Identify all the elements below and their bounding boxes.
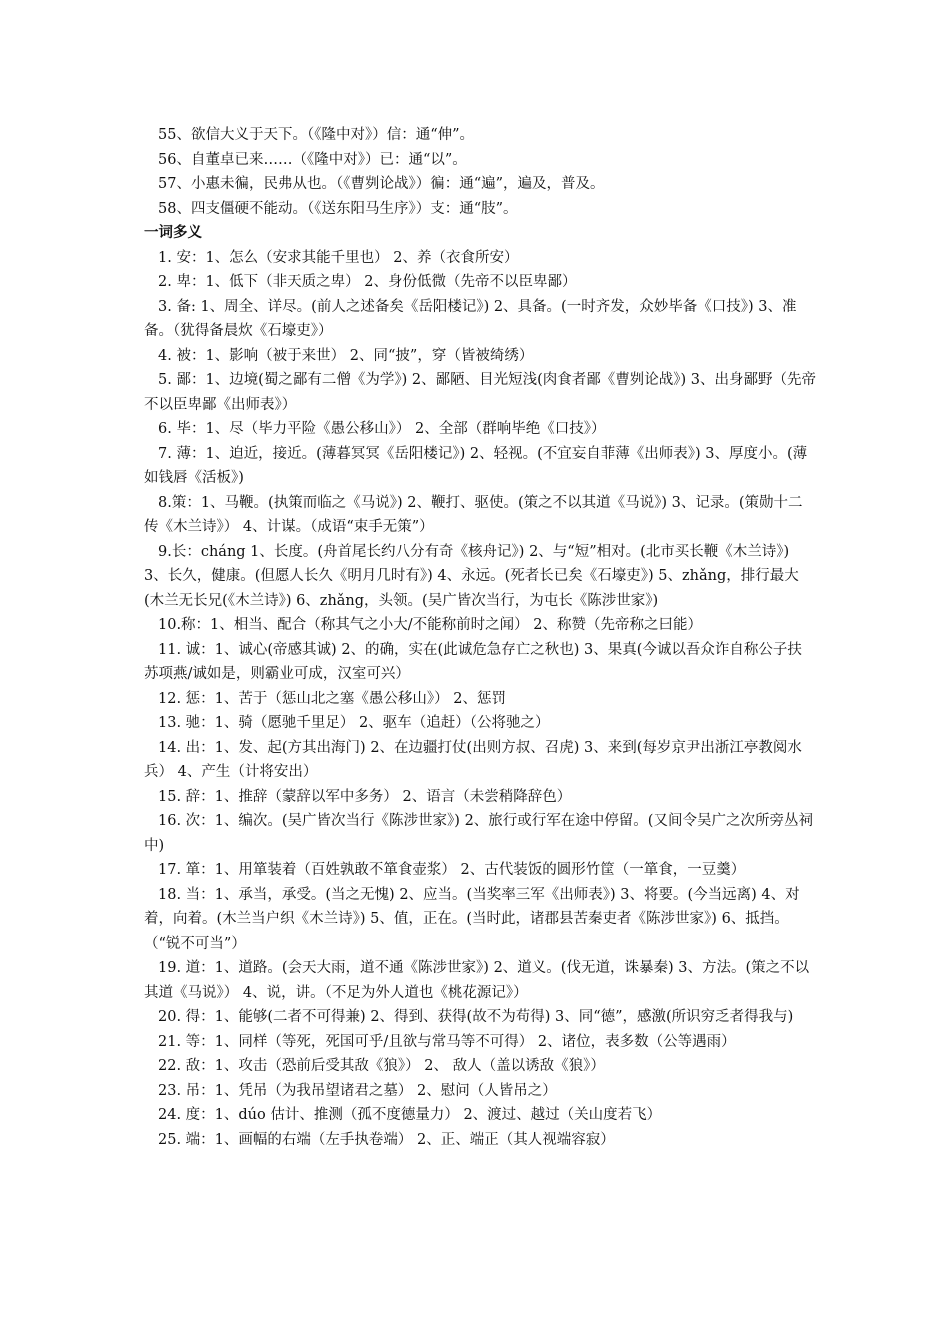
entry-24: 24. 度：1、dúo 估计、推测（孤不度德量力） 2、渡过、越过（关山度若飞） [158,1107,662,1123]
entry-13: 13. 驰：1、骑（愿驰千里足） 2、驱车（追赶）（公将驰之） [158,715,550,731]
section-heading: 一词多义 [144,224,202,241]
entry-1: 1. 安：1、怎么（安求其能千里也） 2、养（衣食所安） [158,249,519,266]
entry-14: 14. 出：1、发、起(方其出海门) 2、在边疆打仗(出则方叔、召虎) 3、来到(每岁京尹出浙江亭教阅水兵） 4、产生（计将安出） [144,739,802,780]
entry-8: 8.策：1、马鞭。(执策而临之《马说》) 2、鞭打、驱使。(策之不以其道《马说》) 3、记录。(策勋十二传《木兰诗》） 4、计谋。（成语“束手无策”） [144,494,803,535]
entry-2: 2. 卑：1、低下（非天质之卑） 2、身份低微（先帝不以臣卑鄙） [158,274,577,290]
entry-17: 17. 箪：1、用箪装着（百姓孰敢不箪食壶浆） 2、古代装饭的圆形竹筐（一箪食，一豆羹） [158,862,746,878]
document-body [144,123,816,1152]
entry-23: 23. 吊：1、凭吊（为我吊望诸君之墓） 2、慰问（人皆吊之） [158,1082,557,1099]
entry-16: 16. 次：1、编次。(吴广皆次当行《陈涉世家》) 2、旅行或行军在途中停留。(又间令吴广之次所旁丛祠中) [144,813,813,854]
entry-7: 7. 薄：1、迫近，接近。(薄暮冥冥《岳阳楼记》) 2、轻视。(不宜妄自菲薄《出师表》) 3、厚度小。(薄如钱唇《活板》) [144,445,808,486]
tongjia-item-55: 55、欲信大义于天下。（《隆中对》）信：通“伸”。 [158,127,475,143]
entry-5: 5. 鄙：1、边境(蜀之鄙有二僧《为学》) 2、鄙陋、目光短浅(肉食者鄙《曹刿论战》) 3、出身鄙野（先帝不以臣卑鄙《出师表》） [144,372,816,413]
entry-4: 4. 被：1、影响（被于来世） 2、同“披”，穿（皆被绮绣） [158,347,534,364]
entry-21: 21. 等：1、同样（等死，死国可乎/且欲与常马等不可得） 2、诸位，表多数（公等遇雨） [158,1033,736,1050]
entry-9: 9.长：cháng 1、长度。(舟首尾长约八分有奇《核舟记》) 2、与“短”相对。(北市买长鞭《木兰诗》) 3、长久，健康。(但愿人长久《明月几时有》) 4、永远。(死者长已矣《石壕吏》) 5、zhǎng，排行最大(木兰无长兄(《木兰诗》) 6、zhǎng，头领。(吴广皆次当行，为屯长《陈涉世家》) [144,543,799,609]
entry-10: 10.称：1、相当、配合（称其气之小大/不能称前时之闻） 2、称赞（先帝称之曰能） [158,617,703,633]
entry-20: 20. 得：1、能够(二者不可得兼) 2、得到、获得(故不为苟得) 3、同“德”，感激(所识穷乏者得我与) [158,1009,794,1025]
entry-11: 11. 诚：1、诚心(帝感其诚) 2、的确，实在(此诚危急存亡之秋也) 3、果真(今诚以吾众诈自称公子扶苏项燕/诚如是，则霸业可成，汉室可兴） [144,641,802,682]
entry-6: 6. 毕：1、尽（毕力平险《愚公移山》） 2、全部（群响毕绝《口技》） [158,421,606,437]
entry-19: 19. 道：1、道路。(会天大雨，道不通《陈涉世家》) 2、道义。(伐无道，诛暴秦) 3、方法。(策之不以其道《马说》） 4、说，讲。（不足为外人道也《桃花源记》） [144,960,810,1001]
entry-25: 25. 端：1、画幅的右端（左手执卷端） 2、正、端正（其人视端容寂） [158,1131,615,1148]
entry-15: 15. 辞：1、推辞（蒙辞以军中多务） 2、语言（未尝稍降辞色） [158,788,572,805]
entry-12: 12. 惩：1、苦于（惩山北之塞《愚公移山》） 2、惩罚 [158,690,506,707]
tongjia-item-58: 58、四支僵硬不能动。（《送东阳马生序》）支：通“肢”。 [158,200,518,217]
tongjia-item-56: 56、自董卓已来……（《隆中对》）已：通“以”。 [158,151,467,168]
entry-18: 18. 当：1、承当，承受。(当之无愧) 2、应当。(当奖率三军《出师表》) 3、将要。(今当远离) 4、对着，向着。(木兰当户织《木兰诗》) 5、值，正在。(当时此，诸郡县苦秦吏者《陈涉世家》) 6、抵挡。（“锐不可当”） [144,886,800,952]
tongjia-item-57: 57、小惠未徧，民弗从也。（《曹刿论战》）徧：通“遍”，遍及，普及。 [158,176,605,192]
entry-22: 22. 敌：1、攻击（恐前后受其敌《狼》） 2、 敌人（盖以诱敌《狼》） [158,1058,605,1074]
entry-3: 3. 备: 1、周全、详尽。(前人之述备矣《岳阳楼记》) 2、具备。(一时齐发，众妙毕备《口技》) 3、准备。（犹得备晨炊《石壕吏》） [144,298,797,339]
